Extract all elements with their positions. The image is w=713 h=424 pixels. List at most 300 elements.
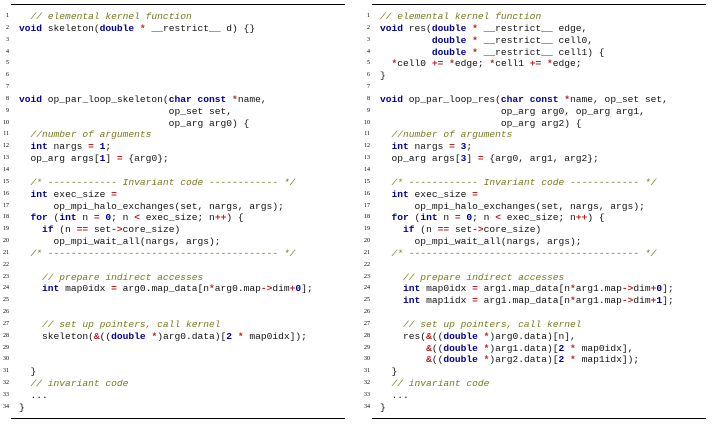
line-code (380, 390, 409, 402)
code-line (0, 236, 345, 248)
code-token: * (472, 22, 478, 34)
code-token: * (139, 22, 146, 34)
code-token: map1idx (420, 295, 473, 307)
code-token: -> (111, 224, 123, 236)
code-token: //number of arguments (391, 129, 513, 141)
line-code (19, 224, 180, 236)
code-token (19, 212, 31, 223)
code-token: set (449, 224, 473, 236)
code-token: dim (633, 295, 651, 307)
code-token: if (403, 224, 415, 236)
code-token: // invariant code (30, 378, 129, 390)
code-token: ]; (662, 295, 674, 307)
line-code (19, 153, 169, 165)
code-token: 2 (558, 354, 565, 366)
line-number: 27 (3, 320, 9, 327)
code-line (361, 118, 706, 130)
line-code (19, 177, 295, 189)
line-code (19, 236, 221, 248)
code-token: // prepare indirect accesses (42, 271, 204, 283)
code-token: = (111, 283, 117, 295)
code-token: arg1.map (575, 283, 622, 295)
code-token: op_arg args[ (380, 153, 461, 165)
code-token: // elemental kernel function (380, 11, 542, 22)
line-number: 34 (364, 403, 370, 410)
code-token: double (431, 46, 467, 58)
code-token: * (232, 93, 238, 105)
code-line (0, 343, 345, 355)
code-token: op_par_loop_skeleton( (42, 93, 169, 105)
line-number: 26 (3, 309, 9, 316)
code-token: arg0.map_data[n (116, 283, 210, 295)
code-token: ++ (575, 212, 588, 224)
code-token (19, 319, 42, 330)
code-token: __restrict__ d) {} (145, 22, 256, 34)
code-token: & (426, 342, 432, 354)
line-number: 12 (3, 143, 9, 150)
code-token: if (42, 224, 54, 236)
code-token: 3 (460, 153, 467, 165)
code-line (361, 283, 706, 295)
line-number: 4 (6, 48, 9, 55)
code-listing-skeleton (0, 4, 345, 420)
code-token: name, op_set set, (570, 93, 668, 105)
line-number: 5 (6, 60, 9, 67)
line-number: 33 (3, 392, 9, 398)
line-code (380, 118, 582, 130)
code-token: + (650, 283, 657, 295)
code-token: arg1.map_data[n (477, 283, 571, 295)
code-token: skeleton( (42, 22, 100, 34)
code-token (19, 224, 42, 235)
code-line (0, 141, 345, 153)
code-line (0, 354, 345, 366)
code-lines (361, 11, 706, 414)
code-line (0, 307, 345, 319)
code-token: * (570, 354, 576, 366)
code-line (0, 70, 345, 82)
code-token: (n (53, 224, 77, 236)
line-code (380, 47, 605, 59)
line-number: 8 (6, 95, 9, 102)
code-token (380, 283, 403, 294)
code-line (0, 106, 345, 118)
code-token: 1 (656, 295, 663, 307)
code-token: //number of arguments (30, 129, 152, 141)
line-code (380, 224, 541, 236)
code-token: )arg2.data)[ (489, 354, 559, 366)
code-token: = (472, 283, 478, 295)
code-line (0, 177, 345, 189)
line-code (380, 177, 656, 189)
code-line (361, 189, 706, 201)
code-line (361, 331, 706, 343)
line-number: 20 (364, 238, 370, 245)
line-number: 28 (364, 332, 370, 339)
code-token: * (564, 93, 571, 105)
code-line (0, 319, 345, 331)
code-line (361, 212, 706, 224)
code-token: __restrict__ edge, (477, 22, 588, 34)
code-token: void (380, 93, 404, 105)
code-token: {arg0}; (122, 153, 169, 165)
code-token: edge; (552, 58, 582, 70)
line-number: 33 (364, 392, 370, 398)
line-code (19, 331, 307, 343)
code-line (0, 366, 345, 378)
line-number: 24 (3, 285, 9, 292)
code-token: * (547, 58, 553, 70)
code-token: & (426, 330, 432, 342)
code-line (361, 11, 706, 23)
code-token: skeleton( (19, 330, 94, 342)
line-code (380, 295, 674, 307)
line-code (19, 402, 25, 414)
code-token: (( (431, 330, 444, 342)
line-number: 7 (367, 84, 370, 91)
code-token: map1idx]); (575, 354, 640, 366)
code-token: exec_size (408, 188, 473, 200)
line-number: 31 (3, 368, 9, 375)
code-token: ) { (587, 212, 605, 224)
code-token: double (111, 330, 146, 342)
line-code (19, 118, 249, 130)
line-number: 16 (3, 190, 9, 197)
bottom-rule (372, 418, 706, 419)
code-line (0, 189, 345, 201)
code-token (19, 272, 42, 283)
code-token (19, 177, 31, 188)
code-token (380, 141, 392, 152)
code-line (0, 224, 345, 236)
code-token: } (380, 401, 386, 413)
code-token: double (443, 342, 478, 354)
line-number: 3 (367, 36, 370, 43)
code-line (0, 378, 345, 390)
line-number: 5 (367, 60, 370, 67)
code-line (361, 129, 706, 141)
line-code (380, 189, 478, 201)
line-code (380, 236, 582, 248)
line-number: 18 (364, 214, 370, 221)
code-token: = (93, 212, 100, 224)
code-token: arg1.map (575, 295, 622, 307)
code-token: op_par_loop_res( (403, 93, 501, 105)
code-token: exec_size; n (139, 212, 215, 224)
code-token: * (472, 46, 478, 58)
line-number: 12 (364, 143, 370, 150)
top-rule (372, 4, 706, 5)
code-token: * (570, 342, 576, 354)
code-line (361, 201, 706, 213)
code-line (361, 153, 706, 165)
code-token (19, 378, 31, 389)
line-number: 15 (364, 178, 370, 185)
code-token: dim (272, 283, 290, 295)
code-line (0, 331, 345, 343)
line-number: 8 (367, 95, 370, 102)
code-line (0, 248, 345, 260)
line-code (380, 129, 512, 141)
line-number: 24 (364, 285, 370, 292)
code-token: ... (19, 390, 48, 401)
code-token: void (19, 22, 43, 34)
line-code (380, 212, 605, 224)
code-token: < (134, 212, 140, 224)
code-token: /* ------------ Invariant code ------------ */ (30, 176, 296, 188)
line-number: 14 (3, 166, 9, 173)
code-token: * (570, 283, 576, 295)
code-token (380, 189, 392, 200)
code-line (361, 224, 706, 236)
code-line (361, 354, 706, 366)
code-token (19, 129, 31, 140)
code-token: 0 (105, 212, 112, 224)
code-token: ( (47, 212, 60, 224)
code-line (0, 47, 345, 59)
code-token: } (380, 70, 386, 82)
code-token (380, 319, 403, 330)
code-token: + (289, 283, 296, 295)
code-token: 0 (466, 212, 473, 224)
code-token: // invariant code (391, 378, 490, 390)
code-line (361, 70, 706, 82)
line-number: 9 (367, 107, 370, 114)
code-line (361, 272, 706, 284)
line-code (380, 331, 576, 343)
code-token: ; (466, 141, 473, 153)
code-token: (( (431, 354, 444, 366)
code-token: {arg0, arg1, arg2}; (483, 153, 599, 165)
code-token: * (151, 330, 158, 342)
code-token: // elemental kernel function (30, 11, 192, 22)
code-token: ) { (226, 212, 244, 224)
code-token: ++ (214, 212, 227, 224)
line-number: 27 (364, 320, 370, 327)
code-token: // prepare indirect accesses (403, 271, 565, 283)
line-code (19, 11, 192, 23)
line-number: 17 (3, 202, 9, 209)
code-token: nargs (408, 141, 450, 153)
code-token: exec_size; n (500, 212, 576, 224)
code-token: += (431, 58, 444, 70)
code-line (361, 295, 706, 307)
code-line (0, 118, 345, 130)
code-token: (( (99, 330, 112, 342)
code-token (19, 11, 31, 22)
code-token: int (420, 212, 438, 224)
code-token: int (30, 141, 48, 153)
code-token (19, 248, 31, 259)
code-token: * (237, 330, 244, 342)
line-number: 7 (6, 84, 9, 91)
code-token: core_size) (122, 224, 181, 236)
code-token: = (449, 141, 455, 153)
code-token: 2 (226, 330, 233, 342)
line-code (380, 58, 582, 70)
code-token: ]; (662, 283, 674, 295)
line-number: 6 (6, 72, 9, 79)
line-number: 4 (367, 48, 370, 55)
code-token: * (483, 342, 490, 354)
code-token: double (443, 354, 478, 366)
top-rule (11, 4, 345, 5)
code-line (361, 248, 706, 260)
line-code (380, 366, 397, 378)
line-code (380, 70, 386, 82)
code-line (361, 94, 706, 106)
line-number: 11 (3, 131, 9, 138)
code-token: char const (500, 93, 559, 105)
code-token: ] (105, 153, 117, 165)
code-token: } (19, 366, 37, 378)
code-token: int (391, 188, 409, 200)
code-token: -> (621, 283, 634, 295)
code-token: } (19, 401, 25, 413)
code-token: int (59, 212, 77, 224)
code-token: double (99, 22, 135, 34)
line-number: 1 (6, 13, 9, 19)
code-token: op_arg args[ (19, 153, 100, 165)
code-token: = (88, 141, 94, 153)
code-line (0, 212, 345, 224)
line-number: 30 (3, 356, 9, 363)
line-number: 30 (364, 356, 370, 363)
code-token (380, 224, 403, 235)
code-token: 1 (99, 141, 106, 153)
code-token (380, 295, 403, 306)
code-token: ( (408, 212, 421, 224)
line-number: 17 (364, 202, 370, 209)
code-line (0, 272, 345, 284)
line-number: 29 (3, 344, 9, 351)
line-code (380, 141, 472, 153)
code-line (361, 390, 706, 402)
code-token: void (19, 93, 43, 105)
code-token: __restrict__ cell0, (477, 34, 594, 46)
code-token: ; n (111, 212, 135, 224)
code-token: * (483, 330, 490, 342)
code-token: = (472, 295, 478, 307)
code-token: 3 (460, 141, 467, 153)
line-number: 2 (6, 24, 9, 31)
code-token: cell1 (495, 58, 530, 70)
line-code (380, 106, 645, 118)
line-number: 34 (3, 403, 9, 410)
line-number: 25 (364, 297, 370, 304)
code-token: char const (168, 93, 227, 105)
code-line (0, 129, 345, 141)
line-number: 3 (6, 36, 9, 43)
code-token: op_mpi_halo_exchanges(set, nargs, args); (380, 200, 645, 212)
code-token: = (454, 212, 461, 224)
code-token: ] (466, 153, 478, 165)
line-code (380, 283, 674, 295)
code-token (380, 378, 392, 389)
line-code (19, 390, 48, 402)
line-number: 9 (6, 107, 9, 114)
code-token: )arg0.data)[ (157, 330, 227, 342)
line-code (380, 378, 489, 390)
code-token: 0 (295, 283, 302, 295)
code-token (380, 354, 426, 365)
code-line (361, 23, 706, 35)
code-token: (n (414, 224, 438, 236)
line-number: 14 (364, 166, 370, 173)
line-code (19, 248, 295, 260)
code-token: double (431, 34, 467, 46)
code-token: n (76, 212, 94, 224)
line-number: 19 (364, 226, 370, 233)
code-line (0, 11, 345, 23)
code-token: == (76, 224, 89, 236)
code-token: & (93, 330, 100, 342)
code-token: int (30, 188, 48, 200)
line-number: 10 (364, 119, 370, 126)
code-token: * (570, 295, 576, 307)
code-token: = (472, 188, 478, 200)
code-token: * (209, 283, 215, 295)
code-token: core_size) (483, 224, 542, 236)
code-lines (0, 11, 345, 414)
line-code (380, 354, 639, 366)
code-line (0, 94, 345, 106)
line-number: 10 (3, 119, 9, 126)
code-token: res( (403, 22, 432, 34)
code-token: op_arg arg2) { (380, 117, 582, 129)
code-token: op_arg arg0) { (19, 117, 250, 129)
code-token (380, 177, 392, 188)
code-line (0, 260, 345, 272)
line-number: 23 (364, 273, 370, 280)
code-token: -> (621, 295, 634, 307)
code-token: n (437, 212, 455, 224)
code-line (361, 236, 706, 248)
code-token: )arg0.data)[n], (489, 330, 576, 342)
line-code (19, 212, 244, 224)
code-token: = (116, 153, 123, 165)
line-number: 32 (3, 380, 9, 387)
code-listing-res (361, 4, 706, 420)
line-code (380, 343, 633, 355)
line-code (19, 94, 267, 106)
line-code (19, 283, 313, 295)
code-token (380, 248, 392, 259)
code-line (361, 378, 706, 390)
line-number: 20 (3, 238, 9, 245)
code-token: nargs (47, 141, 89, 153)
code-line (361, 47, 706, 59)
code-token: /* ---------------------------------------- */ (391, 247, 657, 259)
code-token (380, 272, 403, 283)
line-number: 22 (364, 261, 370, 268)
code-line (361, 82, 706, 94)
code-token: ... (380, 390, 409, 401)
code-line (0, 201, 345, 213)
code-token: int (391, 141, 409, 153)
line-code (380, 35, 593, 47)
line-code (380, 319, 582, 331)
code-line (361, 366, 706, 378)
line-number: 2 (367, 24, 370, 31)
code-token: __restrict__ cell1) { (477, 46, 605, 58)
line-code (19, 319, 221, 331)
code-token: op_set set, (19, 105, 233, 117)
code-token: edge; (454, 58, 490, 70)
code-token: * (489, 58, 496, 70)
line-code (380, 11, 541, 23)
line-code (380, 23, 587, 35)
